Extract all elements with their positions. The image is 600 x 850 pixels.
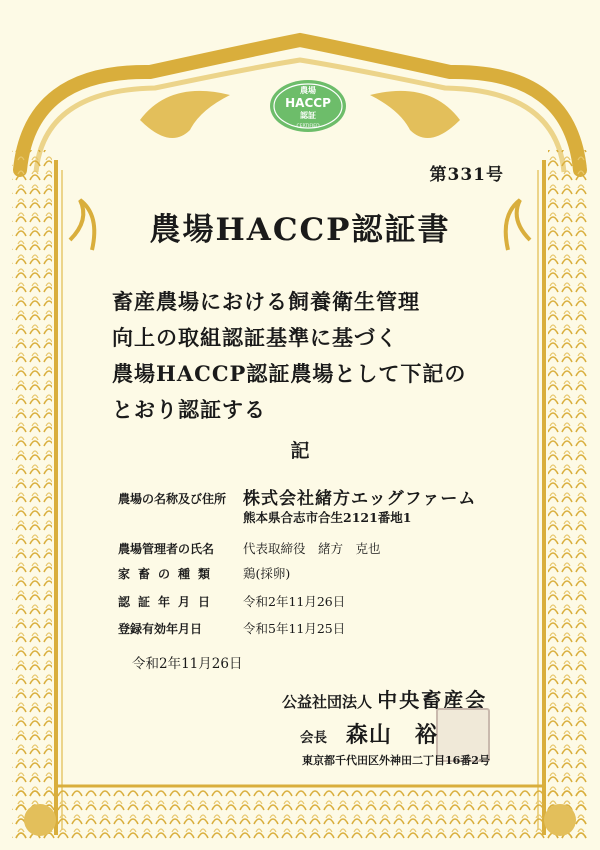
frame-right-band — [548, 150, 588, 840]
ki-heading: 記 — [290, 440, 310, 462]
logo-main-text: HACCP — [285, 96, 331, 110]
issuer-org-name: 中央畜産会 — [377, 688, 488, 712]
certification-statement — [112, 284, 512, 428]
cert-date-label: 認証年月日 — [118, 595, 219, 609]
issuer-president — [300, 718, 438, 749]
frame-right-phoenix — [370, 91, 460, 138]
issuer-address: 東京都千代田区外神田二丁目16番2号 — [302, 754, 490, 767]
frame-left-band — [12, 150, 52, 840]
manager-name: 代表取締役 緒方 克也 — [243, 541, 381, 556]
farm-name-label: 農場の名称及び住所 — [118, 492, 227, 506]
issuer-org-prefix: 公益社団法人 — [282, 693, 373, 711]
president-name: 森山 裕 — [345, 722, 438, 748]
logo-top-text: 農場 — [300, 86, 316, 95]
farm-name: 株式会社緒方エッグファーム — [243, 489, 477, 509]
livestock-label: 家畜の種類 — [118, 567, 219, 581]
logo-bottom-text: 認証 — [300, 111, 316, 120]
logo-sub-text: CERTIFIED — [296, 124, 320, 129]
expiry-label: 登録有効年月日 — [118, 622, 203, 636]
statement-line: 向上の取組認証基準に基づく — [112, 325, 398, 350]
president-title: 会長 — [300, 730, 327, 746]
statement-line: とおり認証する — [112, 397, 266, 422]
livestock-type: 鶏(採卵) — [243, 566, 291, 581]
issue-date: 令和2年11月26日 — [132, 656, 243, 672]
cert-date: 令和2年11月26日 — [243, 594, 346, 609]
haccp-logo — [268, 78, 348, 134]
certificate-title: 農場HACCP認証書 — [149, 212, 451, 248]
statement-line: 畜産農場における飼養衛生管理 — [112, 289, 420, 314]
frame-left-phoenix — [140, 91, 230, 138]
expiry-date: 令和5年11月25日 — [243, 621, 346, 636]
farm-address: 熊本県合志市合生2121番地1 — [243, 510, 412, 525]
frame-bottom-band — [12, 790, 588, 840]
certificate-number: 第331号 — [429, 165, 504, 185]
manager-label: 農場管理者の氏名 — [118, 542, 215, 556]
statement-line: 農場HACCP認証農場として下記の — [112, 361, 467, 386]
